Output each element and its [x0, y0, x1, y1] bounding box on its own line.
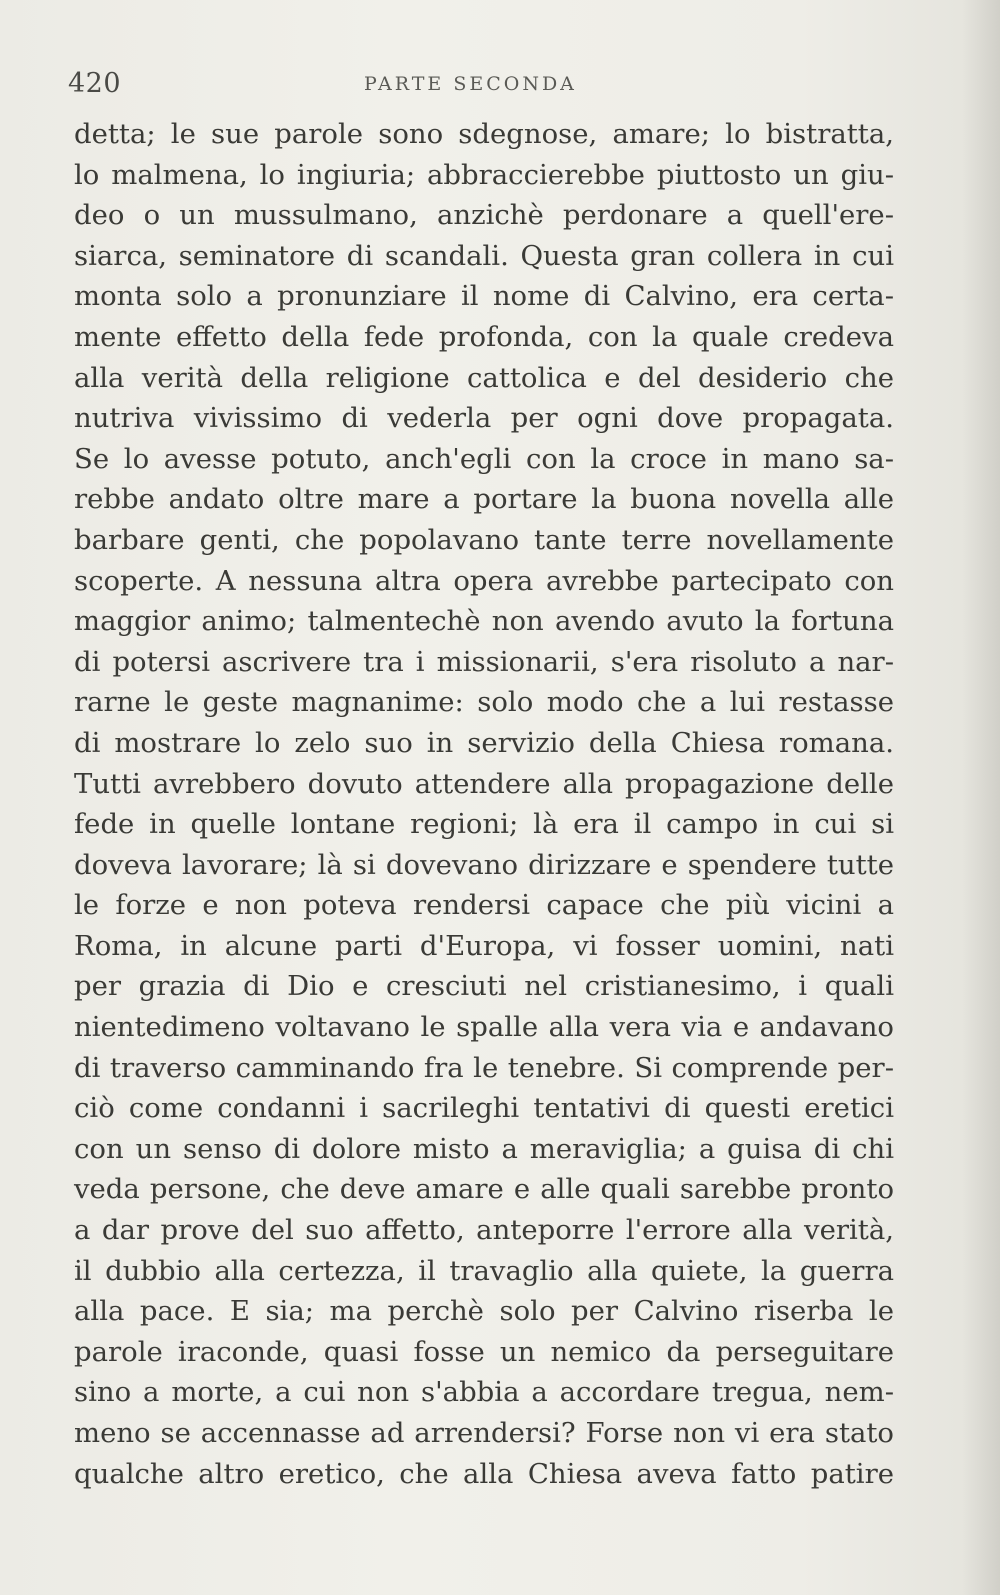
text-line: barbare genti, che popolavano tante terre novellamente: [74, 523, 894, 556]
text-line: qualche altro eretico, che alla Chiesa aveva fatto patire: [74, 1457, 894, 1490]
text-line: scoperte. A nessuna altra opera avrebbe partecipato con: [74, 564, 894, 597]
text-line: fede in quelle lontane regioni; là era il campo in cui si: [74, 808, 894, 841]
text-line: meno se accennasse ad arrendersi? Forse non vi era stato: [74, 1417, 894, 1449]
text-line: sino a morte, a cui non s'abbia a accordare tregua, nem-: [74, 1376, 894, 1409]
text-line: di mostrare lo zelo suo in servizio della Chiesa romana.: [74, 726, 894, 759]
text-line: nutriva vivissimo di vederla per ogni dove propagata.: [74, 402, 894, 435]
text-line: ciò come condanni i sacrileghi tentativi di questi eretici: [74, 1092, 894, 1125]
text-line: siarca, seminatore di scandali. Questa gran collera in cui: [74, 239, 894, 272]
text-line: rarne le geste magnanime: solo modo che a lui restasse: [74, 686, 894, 719]
text-line: Tutti avrebbero dovuto attendere alla propagazione delle: [74, 767, 894, 800]
text-line: alla pace. E sia; ma perchè solo per Calvino riserba le: [74, 1295, 894, 1328]
text-line: detta; le sue parole sono sdegnose, amare; lo bistratta,: [74, 118, 894, 150]
text-line: monta solo a pronunziare il nome di Calvino, era certa-: [74, 280, 894, 313]
body-text: [74, 114, 912, 1494]
text-line: le forze e non poteva rendersi capace che più vicini a: [74, 889, 894, 922]
text-line: con un senso di dolore misto a meraviglia; a guisa di chi: [74, 1132, 894, 1165]
text-line: doveva lavorare; là si dovevano dirizzare e spendere tutte: [74, 848, 894, 881]
text-line: alla verità della religione cattolica e del desiderio che: [74, 361, 894, 394]
text-line: rebbe andato oltre mare a portare la buona novella alle: [74, 483, 894, 516]
text-line: parole iraconde, quasi fosse un nemico da perseguitare: [74, 1335, 894, 1368]
page-edge-shadow: [962, 0, 1000, 1595]
text-line: lo malmena, lo ingiuria; abbraccierebbe piuttosto un giu-: [74, 158, 894, 191]
text-line: il dubbio alla certezza, il travaglio alla quiete, la guerra: [74, 1254, 894, 1287]
running-title: PARTE SECONDA: [364, 73, 577, 95]
text-line: di traverso camminando fra le tenebre. Si comprende per-: [74, 1051, 894, 1084]
text-line: di potersi ascrivere tra i missionarii, s'era risoluto a nar-: [74, 645, 894, 678]
text-line: nientedimeno voltavano le spalle alla vera via e andavano: [74, 1011, 894, 1044]
page-number: 420: [68, 68, 122, 99]
text-line: veda persone, che deve amare e alle quali sarebbe pronto: [74, 1173, 894, 1206]
text-line: maggior animo; talmentechè non avendo avuto la fortuna: [74, 605, 894, 638]
text-line: Se lo avesse potuto, anch'egli con la croce in mano sa-: [74, 442, 894, 475]
text-line: mente effetto della fede profonda, con la quale credeva: [74, 320, 894, 353]
text-line: Roma, in alcune parti d'Europa, vi fosser uomini, nati: [74, 929, 894, 962]
running-head: [68, 68, 898, 104]
text-line: a dar prove del suo affetto, anteporre l'errore alla verità,: [74, 1214, 894, 1247]
text-line: per grazia di Dio e cresciuti nel cristianesimo, i quali: [74, 970, 894, 1003]
text-line: deo o un mussulmano, anzichè perdonare a quell'ere-: [74, 199, 894, 232]
